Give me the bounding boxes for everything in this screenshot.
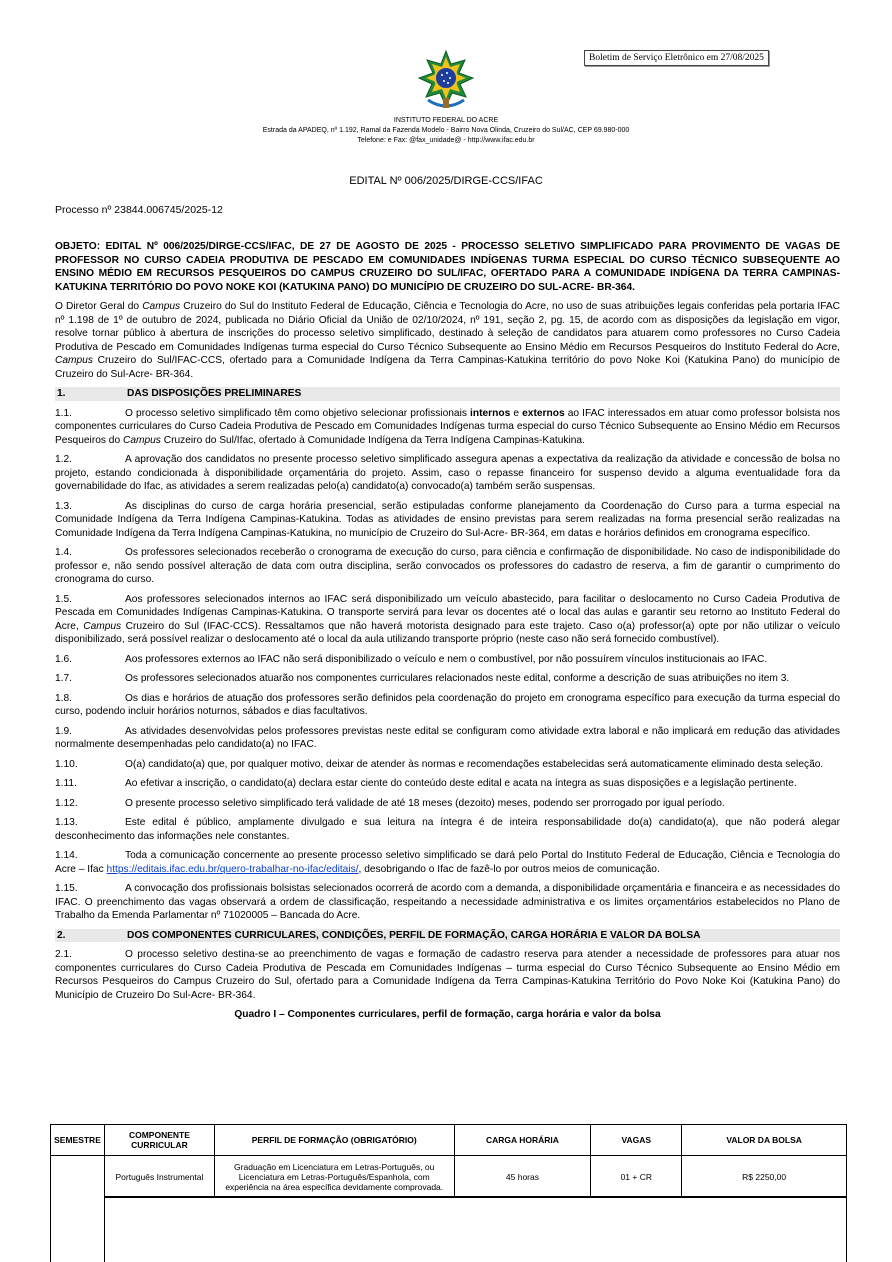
item-1-15: 1.15. A convocação dos profissionais bolsistas selecionados ocorrerá de acordo com a demanda, a disponibilidade orçamentária e financeira e as necessidades do IFAC. O preenchimento das vagas observará a ordem de classificação, respeitando a necessidade administrativa e os limites orçamentários estabelecidos no Plano de Trabalho da Emenda Parlamentar nº 71020005 – Bancada do Acre. bbox=[55, 883, 840, 921]
cell-perfil: Graduação em Licenciatura em Letras-Português, ou Licenciatura em Letras-Português/Espanhola, com experiência na área específica devidamente comprovada. bbox=[214, 1156, 454, 1198]
edital-title: EDITAL Nº 006/2025/DIRGE-CCS/IFAC bbox=[349, 175, 543, 187]
item-1-10: 1.10. O(a) candidato(a) que, por qualquer motivo, deixar de atender às normas e recomendações estabelecidas será automaticamente eliminado desta seleção. bbox=[55, 758, 824, 770]
section-heading-2: 2. DOS COMPONENTES CURRICULARES, CONDIÇÕES, PERFIL DE FORMAÇÃO, CARGA HORÁRIA E VALOR DA BOLSA bbox=[55, 929, 840, 943]
header-semestre: SEMESTRE bbox=[51, 1125, 105, 1156]
editais-portal-link[interactable]: https://editais.ifac.edu.br/quero-trabalhar-no-ifac/editais/ bbox=[106, 863, 359, 875]
header-carga: CARGA HORÁRIA bbox=[454, 1125, 591, 1156]
item-1-14: 1.14. Toda a comunicação concernente ao presente processo seletivo simplificado se dará pelo Portal do Instituto Federal de Educação, Ciência e Tecnologia do Acre – Ifac https://editais.ifac.edu.br/quero-trabalhar-no-ifac/editais/, desobrigando o Ifac de fazê-lo por outros meios de comunicação. bbox=[55, 850, 840, 875]
item-1-3: 1.3. As disciplinas do curso de carga horária presencial, serão estipuladas conforme planejamento da Coordenação do Curso para a turma especial na Comunidade Indígena da Terra Indígena Campinas-Katukina. Todas as atividades de ensino previstas para serem realizadas na forma presencial serão realizadas na Comunidade Indígena da Terra Indígena Campinas-Katukina, no município de Cruzeiro do Sul-Acre- BR-364, em datas e horários definidos em cronograma específico. bbox=[55, 500, 840, 539]
item-1-11: 1.11. Ao efetivar a inscrição, o candidato(a) declara estar ciente do conteúdo deste edital e acata na íntegra as suas disposições e a legislação pertinente. bbox=[55, 778, 797, 789]
table-header-row bbox=[51, 1125, 847, 1156]
table-row bbox=[51, 1156, 847, 1198]
cell-carga: 45 horas bbox=[454, 1156, 591, 1198]
electronic-bulletin-stamp: Boletim de Serviço Eletrônico em 27/08/2025 bbox=[584, 50, 769, 66]
item-1-12: 1.12. O presente processo seletivo simplificado terá validade de até 18 meses (dezoito) meses, podendo ser prorrogado por igual período. bbox=[55, 797, 725, 809]
cell-vagas: 01 + CR bbox=[591, 1156, 682, 1198]
item-1-13: 1.13. Este edital é público, amplamente divulgado e sua leitura na íntegra é de inteira responsabilidade do(a) candidato(a), que não poderá alegar desconhecimento das informações nele constantes. bbox=[55, 817, 840, 842]
cell-semestre bbox=[51, 1156, 105, 1198]
item-1-1: 1.1. O processo seletivo simplificado têm como objetivo selecionar profissionais internos e externos ao IFAC interessados em atuar como professor bolsista nos componentes curriculares do Curso Cadeia Produtiva de Pescado em Comunidades Indígenas turma especial do curso Técnico Subsequente ao Ensino Médio em Recursos Pesqueiros do Campus Cruzeiro do Sul/Ifac, ofertado à Comunidade Indígena da Terra Indígena Campinas-Katukina. bbox=[55, 407, 841, 446]
header-vagas: VAGAS bbox=[591, 1125, 682, 1156]
item-1-9: 1.9. As atividades desenvolvidas pelos professores previstas neste edital se configuram como atividade extra laboral e não implicará em redução das atividades normalmente desempenhadas pelo candidato(a) no IFAC. bbox=[55, 725, 840, 750]
header-perfil: PERFIL DE FORMAÇÃO (OBRIGATÓRIO) bbox=[214, 1125, 454, 1156]
cell-valor: R$ 2250,00 bbox=[682, 1156, 847, 1198]
section-heading-1: 1. DAS DISPOSIÇÕES PRELIMINARES bbox=[55, 387, 840, 401]
objeto-paragraph: OBJETO: EDITAL Nº 006/2025/DIRGE-CCS/IFAC, DE 27 DE AGOSTO DE 2025 - PROCESSO SELETIVO SIMPLIFICADO PARA PROVIMENTO DE VAGAS DE PROFESSOR NO CURSO CADEIA PRODUTIVA DE PESCADO EM COMUNIDADES INDÍGENAS TURMA ESPECIAL DO CURSO TÉCNICO SUBSEQUENTE AO ENSINO MÉDIO EM RECURSOS PESQUEIROS DO CAMPUS CRUZEIRO DO SUL/IFAC, OFERTADO PARA A COMUNIDADE INDÍGENA DA TERRA CAMPINAS-KATUKINA TERRITÓRIO DO POVO NOKE KOI (KATUKINA PANO) DO MUNICÍPIO DE CRUZEIRO DO SUL-ACRE- BR-364. bbox=[55, 241, 840, 293]
item-2-1: 2.1. O processo seletivo destina-se ao preenchimento de vagas e formação de cadastro reserva para atender a necessidade de professores para atuar nos componentes curriculares do Curso Cadeia Produtiva de Pescada em Comunidades Indígenas – turma especial do Curso Técnico Subsequente ao Ensino Médio em Recursos Pesqueiros do Campus Cruzeiro do Sul, ofertado para a Comunidade Indígena da Terra Campinas-Katukina Território do Povo Noke Koi (Katukina Pano) do Município de Cruzeiro Do Sul-Acre- BR-364. bbox=[55, 949, 840, 1001]
institution-address: Estrada da APADEQ, nº 1.192, Ramal da Fazenda Modelo - Bairro Nova Olinda, Cruzeiro do Sul/AC, CEP 69.980-000 bbox=[262, 127, 630, 134]
item-1-4: 1.4. Os professores selecionados receberão o cronograma de execução do curso, para ciência e confirmação de disponibilidade. No caso de indisponibilidade do professor e, não sendo possível alteração de data com outra disciplina, serão convocados os professores do cadastro de reserva, a fim de garantir o cumprimento do cronograma do curso. bbox=[55, 547, 840, 585]
header-valor: VALOR DA BOLSA bbox=[682, 1125, 847, 1156]
cell-componente: Português Instrumental bbox=[104, 1156, 214, 1198]
process-number: Processo nº 23844.006745/2025-12 bbox=[55, 204, 223, 216]
quadro-title: Quadro I – Componentes curriculares, perfil de formação, carga horária e valor da bolsa bbox=[234, 1009, 661, 1020]
institution-name: INSTITUTO FEDERAL DO ACRE bbox=[393, 117, 499, 124]
item-1-7: 1.7. Os professores selecionados atuarão nos componentes curriculares relacionados neste edital, conforme a descrição de suas atribuições no item 3. bbox=[55, 673, 790, 684]
item-1-6: 1.6. Aos professores externos ao IFAC não será disponibilizado o veículo e nem o combustível, por não possuírem vínculos institucionais ao IFAC. bbox=[55, 653, 768, 665]
institution-contact: Telefone: e Fax: @fax_unidade@ - http://www.ifac.edu.br bbox=[357, 137, 535, 144]
item-1-2: 1.2. A aprovação dos candidatos no presente processo seletivo simplificado assegura apenas a expectativa da realização da atividade e concessão de bolsa no projeto, estando condicionada à disponibilidade orçamentária do projeto. Assim, caso o repasse financeiro for suspenso devido a alguma eventualidade fora da governabilidade do Ifac, as atividades a serem realizadas pelo(a) candidato(a) convocado(a) também serão suspensas. bbox=[55, 454, 840, 492]
item-1-5: 1.5. Aos professores selecionados internos ao IFAC será disponibilizado um veículo abastecido, para facilitar o deslocamento no Curso Cadeia Produtiva de Pescada em Comunidades Indígenas Campinas-Katukina. O transporte servirá para levar os docentes até o local das aulas e garantir seu retorno ao Instituto Federal do Acre, Campus Cruzeiro do Sul (IFAC-CCS). Ressaltamos que não haverá motorista designado para este trajeto. Caso o(a) professor(a) opte por não utilizar o veículo disponibilizado, será possível realizar o deslocamento até o local da aula utilizando transporte próprio (neste caso não será fornecido combustível). bbox=[55, 593, 840, 645]
table-continuation bbox=[50, 1196, 847, 1262]
document-body bbox=[55, 240, 840, 1028]
curriculum-table bbox=[50, 1124, 847, 1198]
intro-paragraph: O Diretor Geral do Campus Cruzeiro do Sul do Instituto Federal de Educação, Ciência e Tecnologia do Acre, no uso de suas atribuições legais conferidas pela portaria IFAC nº 1.198 de 1º de outubro de 2024, publicada no Diário Oficial da União de 02/10/2024, nº 191, seção 2, pg. 15, de acordo com as disposições da legislação em vigor, resolve tornar público à abertura de inscrições do processo seletivo simplificado, destinado à seleção de candidatos para atuarem como professores no Curso Cadeia Produtiva de Pescado em Comunidades Indígenas turma especial do Curso Técnico Subsequente ao Ensino Médio em Recursos Pesqueiros do Instituto Federal do Acre, Campus Cruzeiro do Sul/IFAC-CCS, ofertado para a Comunidade Indígena da Terra Campinas-Katukina território do povo Noke Koi (Katukina Pano) do município de Cruzeiro do Sul-Acre- BR-364. bbox=[55, 301, 841, 380]
header-componente: COMPONENTE CURRICULAR bbox=[104, 1125, 214, 1156]
item-1-8: 1.8. Os dias e horários de atuação dos professores serão definidos pela coordenação do projeto em cronograma específico para execução da turma especial do curso, podendo incluir horários noturnos, sábados e dias facultativos. bbox=[55, 692, 840, 717]
brazil-coat-of-arms-icon bbox=[416, 50, 476, 112]
